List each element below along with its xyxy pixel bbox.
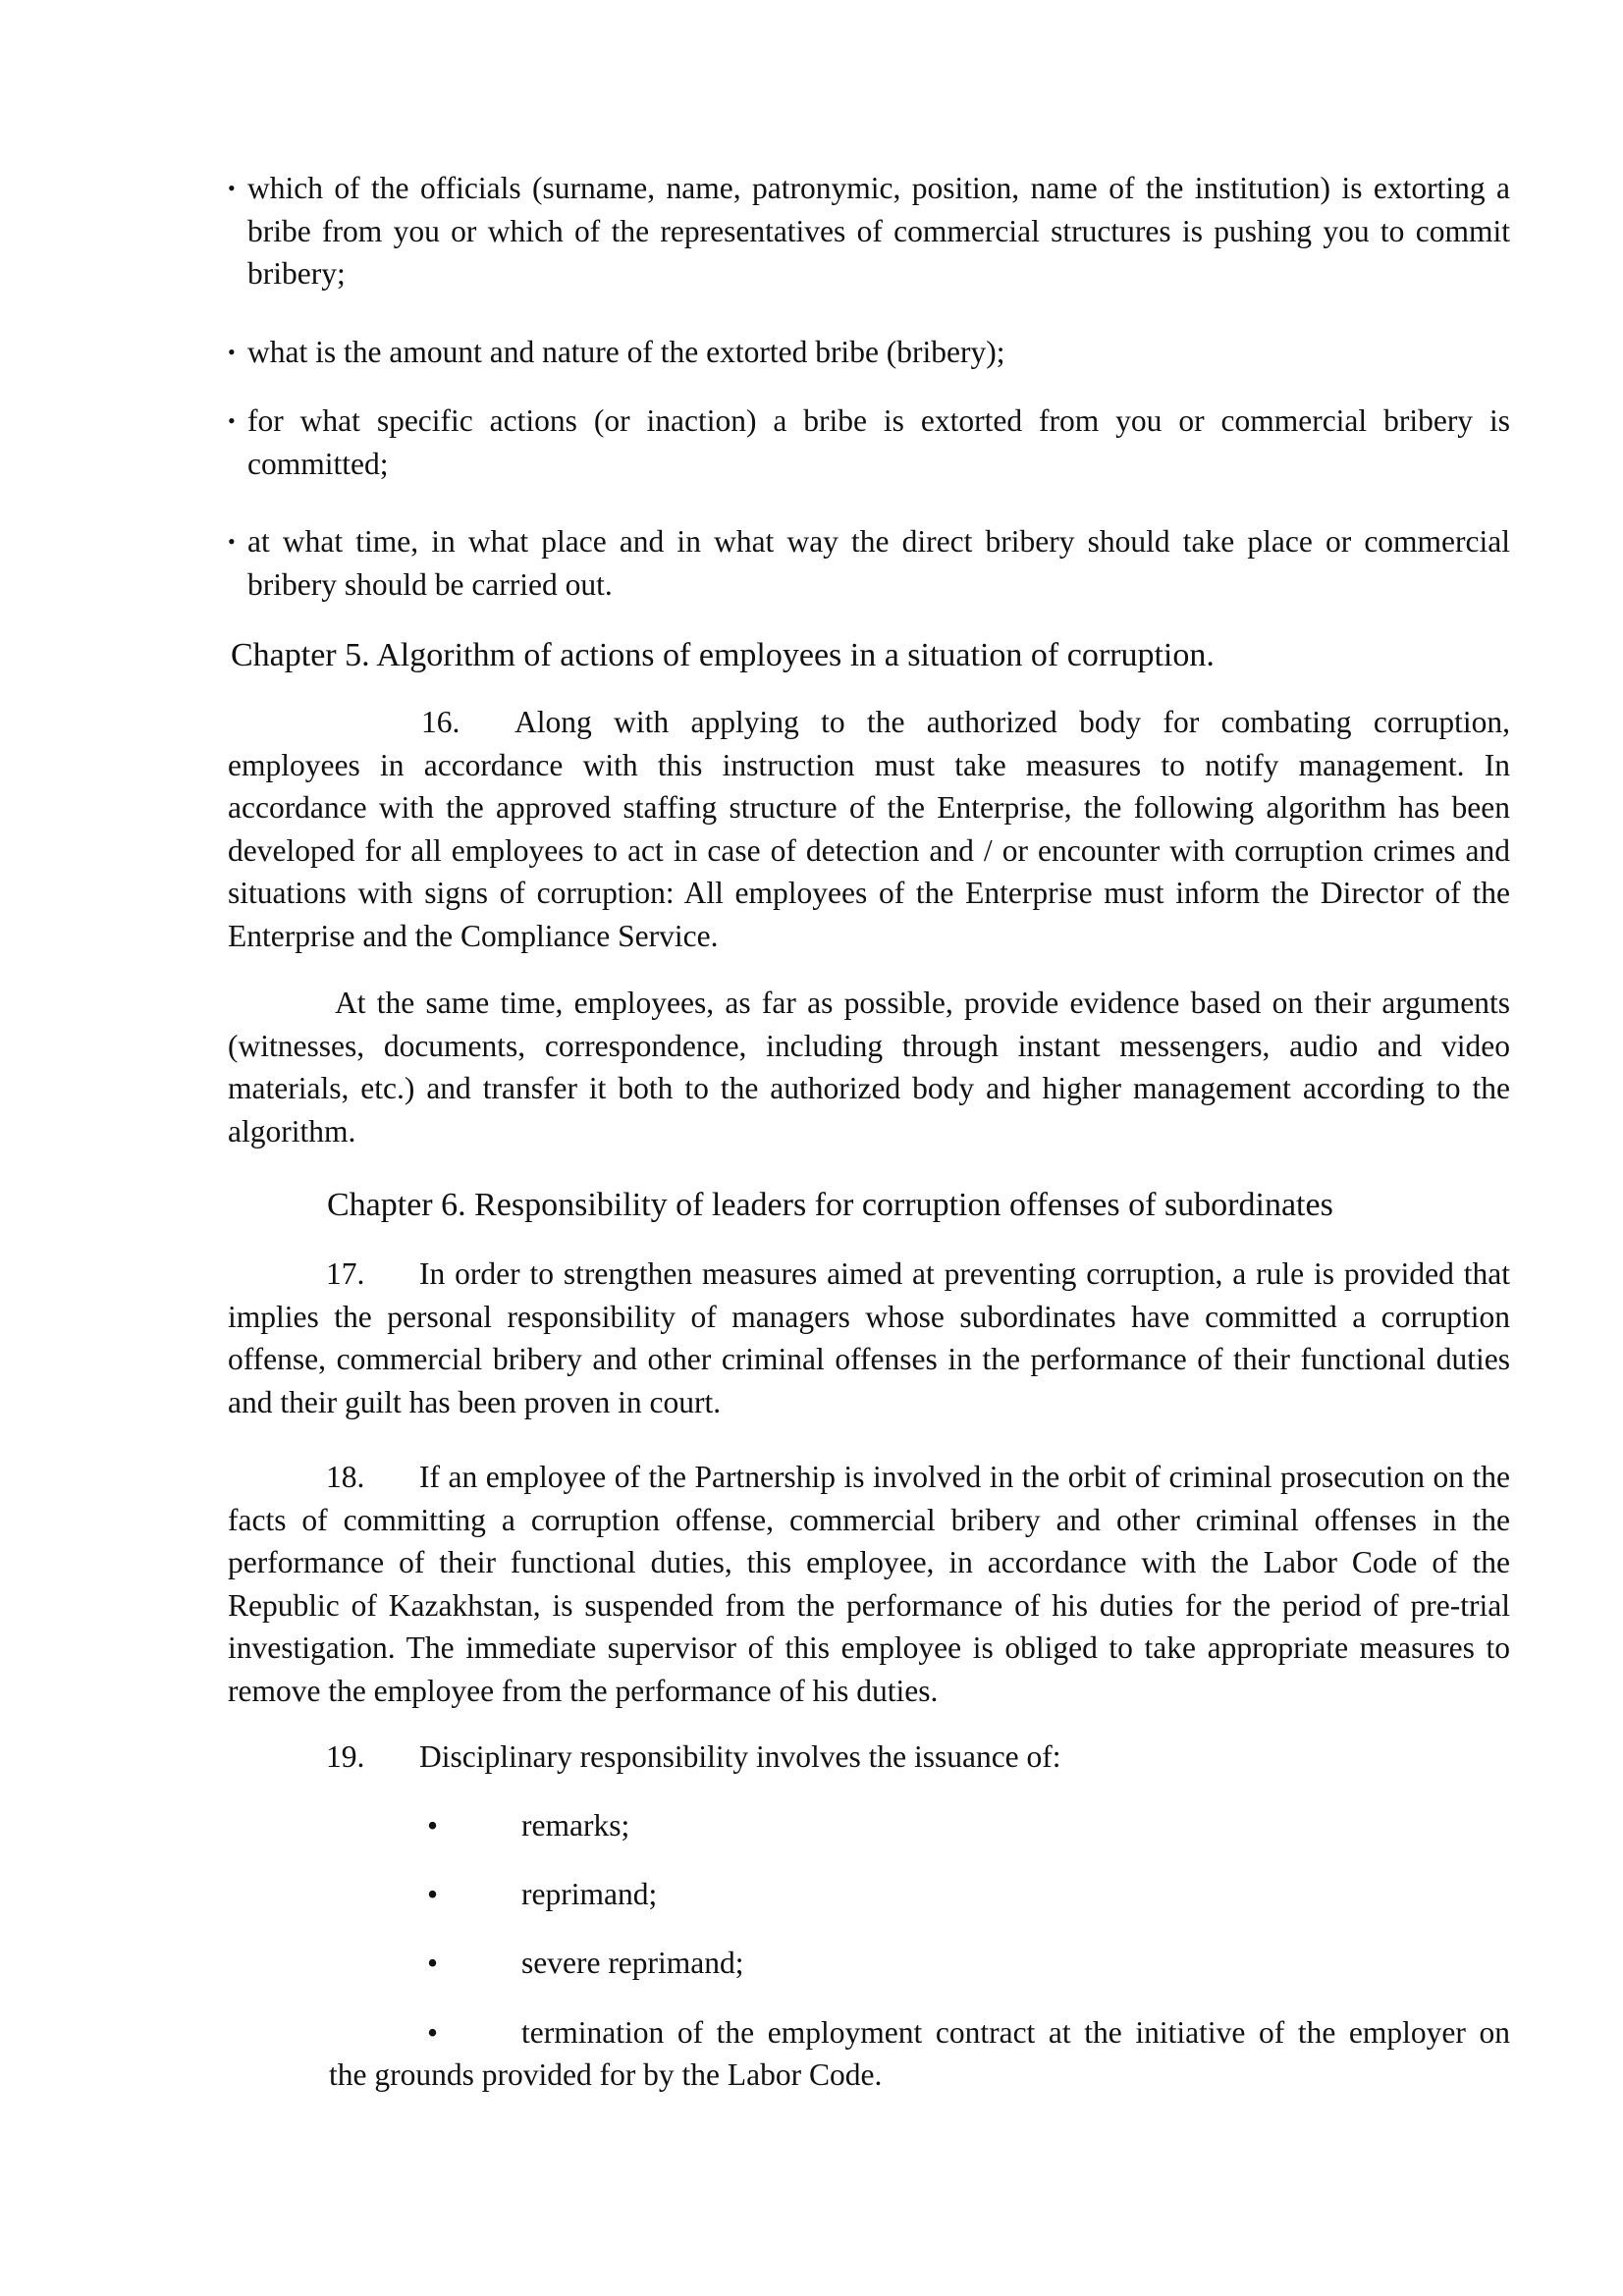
paragraph-text: At the same time, employees, as far as possible, provide evidence based on their arguments (witnesses, documents, correspondence, including through instant messengers, audio and video materials, etc.) and transfer it both to the authorized body and higher management according to the algorithm. — [228, 986, 1510, 1148]
paragraph-number: 16. — [421, 705, 460, 739]
paragraph-18 — [228, 1456, 1510, 1712]
list-item — [228, 331, 1510, 374]
paragraph-19 — [228, 1735, 1510, 1779]
bullet-icon: • — [228, 408, 236, 433]
paragraph-number: 19. — [326, 1739, 365, 1774]
bullet-icon: • — [427, 1877, 439, 1911]
bullet-icon: • — [427, 1946, 439, 1980]
bullet-icon: • — [228, 529, 236, 554]
paragraph-text: If an employee of the Partnership is involved in the orbit of criminal prosecution on the facts of committing a corruption offense, commercial bribery and other criminal offenses in the performance of their functional duties, this employee, in accordance with the Labor Code of the Republic of Kazakhstan, is suspended from the performance of his duties for the period of pre-trial investigation. The immediate supervisor of this employee is obliged to take appropriate measures to remove the employee from the performance of his duties. — [228, 1460, 1510, 1708]
list-item-text: reprimand; — [521, 1877, 658, 1911]
bullet-icon: • — [228, 340, 236, 364]
bullet-icon: • — [427, 1808, 439, 1842]
paragraph-number: 18. — [326, 1460, 365, 1494]
paragraph-16 — [228, 701, 1510, 957]
list-item — [228, 520, 1510, 606]
paragraph-evidence — [228, 982, 1510, 1152]
list-item-text: which of the officials (surname, name, patronymic, position, name of the institution) is extorting a bribe from you or which of the representatives of commercial structures is pushing you to commit bribery; — [247, 171, 1510, 291]
list-item-text: remarks; — [521, 1808, 630, 1842]
list-item — [228, 167, 1510, 295]
list-item-text: what is the amount and nature of the extorted bribe (bribery); — [247, 335, 1005, 369]
paragraph-text: Disciplinary responsibility involves the issuance of: — [419, 1739, 1061, 1774]
list-item — [228, 400, 1510, 485]
chapter-5-heading: Chapter 5. Algorithm of actions of employees in a situation of corruption. — [231, 637, 1215, 673]
chapter-6-heading: Chapter 6. Responsibility of leaders for corruption offenses of subordinates — [327, 1187, 1333, 1223]
bullet-icon: • — [427, 2015, 439, 2050]
list-item-text: termination of the employment contract at the initiative of the employer on — [521, 2015, 1510, 2050]
paragraph-text: Along with applying to the authorized body for combating corruption, employees in accordance with this instruction must take measures to notify management. In accordance with the approved staffing structure of the Enterprise, the following algorithm has been developed for all employees to act in case of detection and / or encounter with corruption crimes and situations with signs of corruption: All employees of the Enterprise must inform the Director of the Enterprise and the Compliance Service. — [228, 705, 1510, 953]
paragraph-17 — [228, 1253, 1510, 1423]
list-item-text: at what time, in what place and in what way the direct bribery should take place or commercial bribery should be carried out. — [247, 524, 1510, 602]
list-item-text: for what specific actions (or inaction) a bribe is extorted from you or commercial bribery is committed; — [247, 403, 1510, 481]
paragraph-number: 17. — [326, 1256, 365, 1291]
bullet-icon: • — [228, 176, 236, 200]
list-item-continuation: the grounds provided for by the Labor Code. — [329, 2057, 883, 2092]
list-item-text: severe reprimand; — [521, 1946, 744, 1980]
paragraph-text: In order to strengthen measures aimed at preventing corruption, a rule is provided that implies the personal responsibility of managers whose subordinates have committed a corruption offense, commercial bribery and other criminal offenses in the performance of their functional duties and their guilt has been proven in court. — [228, 1256, 1510, 1419]
